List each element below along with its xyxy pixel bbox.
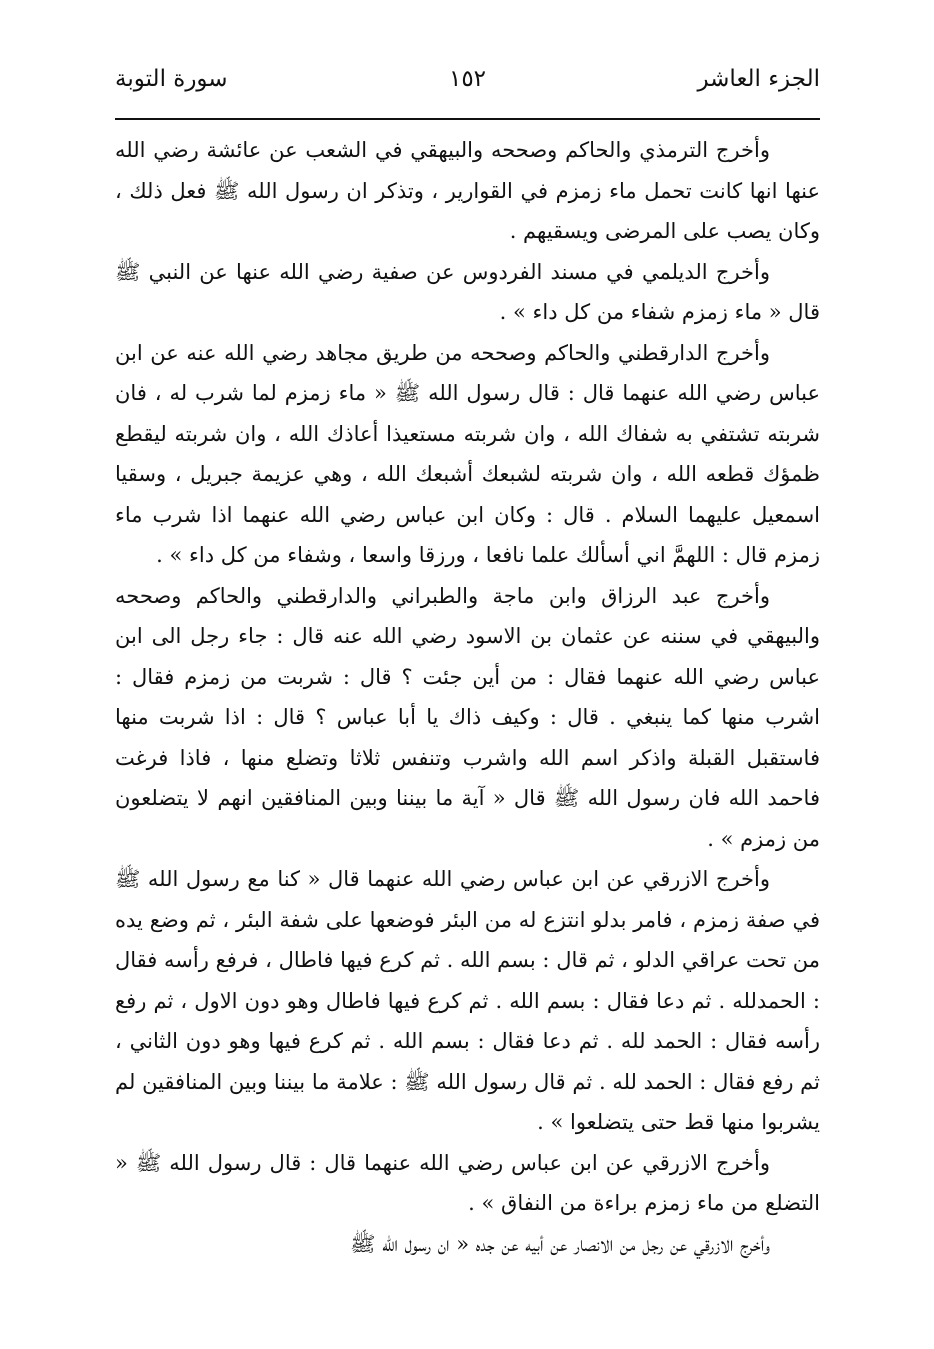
surah-label: سورة التوبة [115,66,228,92]
body-text [115,130,820,1264]
paragraph: وأخرج الديلمي في مسند الفردوس عن صفية رضي الله عنها عن النبي ﷺ قال « ماء زمزم شفاء من كل داء » . [115,259,820,324]
paragraph: وأخرج الازرقي عن رجل من الانصار عن أبيه عن جده « ان رسول الله ﷺ [350,1231,770,1256]
part-label: الجزء العاشر [697,66,820,92]
paragraph: وأخرج الدارقطني والحاكم وصححه من طريق مجاهد رضي الله عنه عن ابن عباس رضي الله عنهما قال : قال رسول الله ﷺ « ماء زمزم لما شرب له ، فان شربته تشتفي به شفاك الله ، وان شربته مستعيذا أعاذك الله ، وان شربته ليقطع ظمؤك قطعه الله ، وان شربته لشبعك أشبعك الله ، وهي عزيمة جبريل ، وسقيا اسمعيل عليهما السلام . قال : وكان ابن عباس رضي الله عنهما اذا شرب ماء زمزم قال : اللهمَّ اني أسألك علما نافعا ، ورزقا واسعا ، وشفاء من كل داء » . [115,340,820,567]
header-rule [115,118,820,120]
page-number: ١٥٢ [448,66,487,92]
paragraph: وأخرج عبد الرزاق وابن ماجة والطبراني والدارقطني والحاكم وصححه والبيهقي في سننه عن عثمان بن الاسود رضي الله عنه قال : جاء رجل الى ابن عباس رضي الله عنهما فقال : من أين جئت ؟ قال : شربت من زمزم فقال : اشرب منها كما ينبغي . قال : وكيف ذاك يا أبا عباس ؟ قال : اذا شربت منها فاستقبل القبلة واذكر اسم الله واشرب وتنفس ثلاثا وتضلع منها ، فاذا فرغت فاحمد الله فان رسول الله ﷺ قال « آية ما بيننا وبين المنافقين انهم لا يتضلعون من زمزم » . [115,583,820,851]
paragraph: وأخرج الازرقي عن ابن عباس رضي الله عنهما قال : قال رسول الله ﷺ « التضلع من ماء زمزم براءة من النفاق » . [115,1150,820,1215]
page-header [115,62,820,102]
paragraph: وأخرج الترمذي والحاكم وصححه والبيهقي في الشعب عن عائشة رضي الله عنها انها كانت تحمل ماء زمزم في القوارير ، وتذكر ان رسول الله ﷺ فعل ذلك ، وكان يصب على المرضى ويسقيهم . [115,138,820,243]
paragraph: وأخرج الازرقي عن ابن عباس رضي الله عنهما قال « كنا مع رسول الله ﷺ في صفة زمزم ، فامر بدلو انتزع له من البئر فوضعها على شفة البئر ، ثم وضع يده من تحت عراقي الدلو ، ثم قال : بسم الله . ثم كرع فيها فاطال ، فرفع رأسه فقال : الحمدلله . ثم دعا فقال : بسم الله . ثم كرع فيها فاطال وهو دون الاول ، ثم رفع رأسه فقال : الحمد لله . ثم دعا فقال : بسم الله . ثم كرع فيها وهو دون الثاني ، ثم رفع فقال : الحمد لله . ثم قال رسول الله ﷺ : علامة ما بيننا وبين المنافقين لم يشربوا منها قط حتى يتضلعوا » . [115,867,820,1134]
